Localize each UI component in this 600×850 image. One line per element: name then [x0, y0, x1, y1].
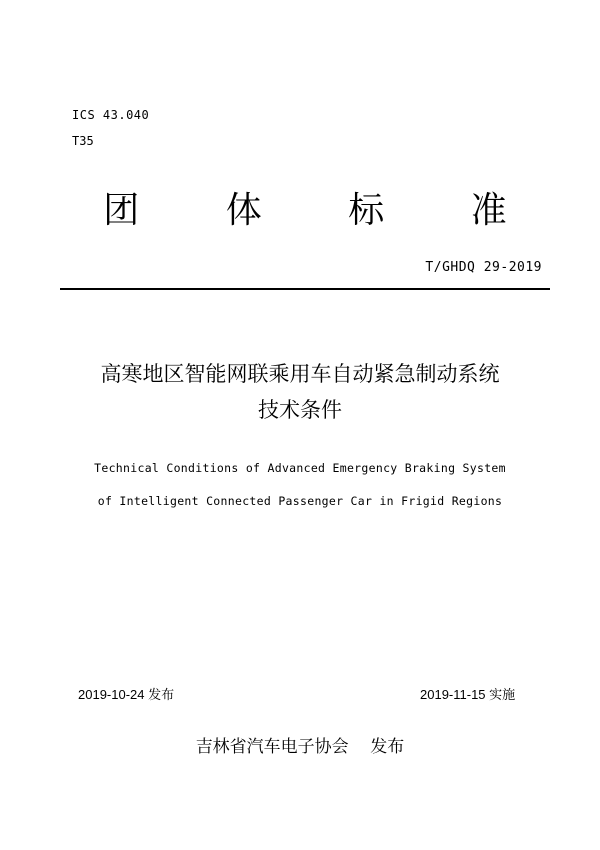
standard-type-char: 体 [225, 190, 262, 231]
issue-date: 2019-10-24 发布 [78, 687, 175, 702]
publisher: 吉林省汽车电子协会 发布 [195, 737, 405, 757]
standard-type-char: 准 [470, 190, 507, 231]
header-divider [60, 288, 550, 290]
classification-code: T35 [72, 134, 94, 148]
standard-type-heading [60, 186, 550, 236]
standard-type-char: 团 [103, 190, 140, 231]
ics-code: ICS 43.040 [72, 108, 150, 122]
standard-type-char: 标 [348, 190, 385, 231]
english-title-line-1: Technical Conditions of Advanced Emergency Braking System [94, 461, 506, 475]
chinese-title-line-2: 技术条件 [258, 398, 342, 422]
standard-number: T/GHDQ 29-2019 [425, 260, 542, 275]
english-title-line-2: of Intelligent Connected Passenger Car in Frigid Regions [97, 494, 503, 508]
chinese-title-line-1: 高寒地区智能网联乘用车自动紧急制动系统 [100, 362, 500, 386]
implementation-date: 2019-11-15 实施 [420, 687, 516, 702]
